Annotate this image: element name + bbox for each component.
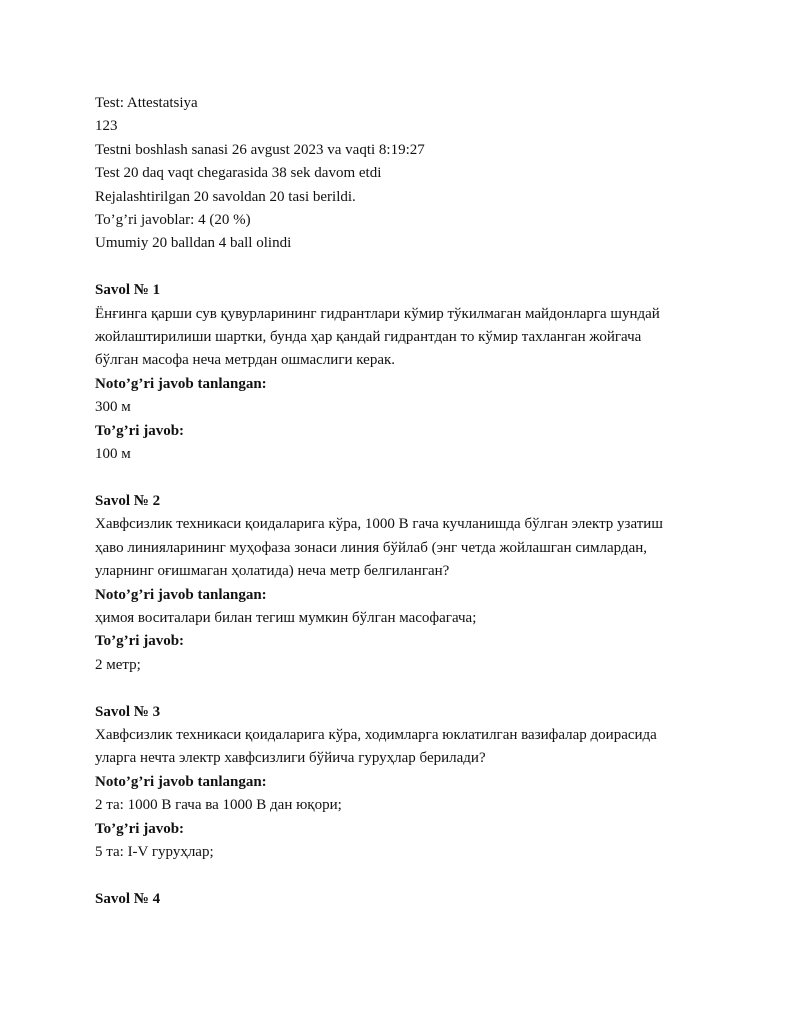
wrong-answer-label: Noto’g’ri javob tanlangan: bbox=[95, 375, 267, 392]
question-title: Savol № 3 bbox=[95, 703, 161, 720]
question-block-3 bbox=[95, 701, 735, 865]
question-text-line: Хавфсизлик техникаси қоидаларига кўра, 1000 В гача кучланишда бўлган электр узатиш bbox=[95, 516, 663, 533]
spacer bbox=[95, 677, 735, 700]
start-info: Testni boshlash sanasi 26 avgust 2023 va vaqti 8:19:27 bbox=[95, 141, 425, 158]
question-text-line: уларнинг оғишмаган ҳолатида) неча метр белгиланган? bbox=[95, 563, 450, 580]
question-text-line: жойлаштирилиши шартки, бунда ҳар қандай гидрантдан то кўмир тахланган жойгача bbox=[95, 329, 642, 346]
question-block-4 bbox=[95, 888, 735, 911]
question-title: Savol № 4 bbox=[95, 890, 161, 907]
question-text-line: уларга нечта электр хавфсизлиги бўйича гуруҳлар берилади? bbox=[95, 750, 486, 767]
question-text-line: ҳаво линияларининг муҳофаза зонаси линия бўйлаб (энг четда жойлашган симлардан, bbox=[95, 539, 648, 556]
document-page bbox=[95, 92, 735, 911]
test-title: Test: Attestatsiya bbox=[95, 95, 198, 111]
wrong-answer-value: 300 м bbox=[95, 399, 131, 416]
question-text-line: бўлган масофа неча метрдан ошмаслиги керак. bbox=[95, 352, 396, 369]
test-code: 123 bbox=[95, 118, 118, 135]
correct-answer-label: To’g’ri javob: bbox=[95, 820, 185, 837]
question-block-2 bbox=[95, 490, 735, 677]
wrong-answer-label: Noto’g’ri javob tanlangan: bbox=[95, 773, 267, 790]
spacer bbox=[95, 256, 735, 279]
spacer bbox=[95, 466, 735, 489]
test-summary bbox=[95, 92, 735, 256]
correct-answer-label: To’g’ri javob: bbox=[95, 422, 185, 439]
correct-answer-label: To’g’ri javob: bbox=[95, 633, 185, 650]
wrong-answer-label: Noto’g’ri javob tanlangan: bbox=[95, 586, 267, 603]
correct-answer-value: 2 метр; bbox=[95, 656, 141, 673]
correct-info: To’g’ri javoblar: 4 (20 %) bbox=[95, 212, 251, 229]
wrong-answer-value: 2 та: 1000 В гача ва 1000 В дан юқори; bbox=[95, 797, 342, 814]
duration-info: Test 20 daq vaqt chegarasida 38 sek davom etdi bbox=[95, 165, 382, 182]
wrong-answer-value: ҳимоя воситалари билан тегиш мумкин бўлган масофагача; bbox=[95, 609, 477, 626]
question-block-1 bbox=[95, 279, 735, 466]
correct-answer-value: 100 м bbox=[95, 446, 131, 463]
question-text-line: Хавфсизлик техникаси қоидаларига кўра, ходимларга юклатилган вазифалар доирасида bbox=[95, 726, 657, 743]
score-info: Umumiy 20 balldan 4 ball olindi bbox=[95, 235, 292, 252]
question-text-line: Ёнғинга қарши сув қувурларининг гидрантлари кўмир тўкилмаган майдонларга шундай bbox=[95, 305, 660, 322]
correct-answer-value: 5 та: I-V гуруҳлар; bbox=[95, 843, 214, 860]
spacer bbox=[95, 864, 735, 887]
question-title: Savol № 2 bbox=[95, 492, 161, 509]
questions-info: Rejalashtirilgan 20 savoldan 20 tasi berildi. bbox=[95, 188, 356, 205]
question-title: Savol № 1 bbox=[95, 282, 161, 299]
